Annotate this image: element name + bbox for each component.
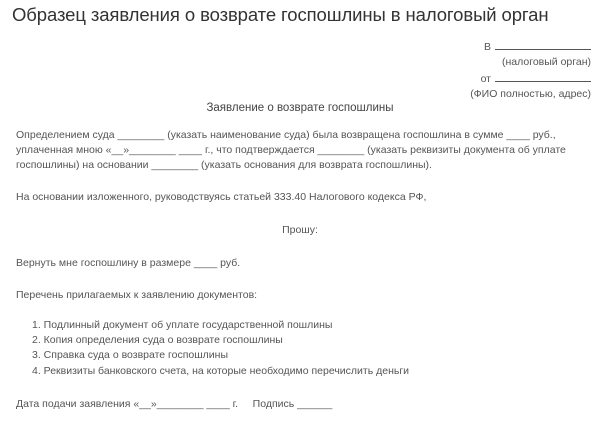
page-title: Образец заявления о возврате госпошлины в налоговый орган [12, 4, 549, 25]
paragraph-refund-amount: Вернуть мне госпошлину в размере ____ руб. [16, 257, 241, 269]
request-heading: Прошу: [282, 224, 318, 236]
list-item: 1. Подлинный документ об уплате государственной пошлины [32, 319, 333, 331]
sender-blank [495, 72, 591, 82]
list-item: 4. Реквизиты банковского счета, на которые необходимо перечислить деньги [32, 364, 410, 377]
document-heading: Заявление о возврате госпошлины [206, 102, 394, 114]
sender-line [481, 72, 591, 85]
footer-date-signature: Дата подачи заявления «__»________ ____ г. Подпись ______ [16, 398, 333, 410]
paragraph-line: госпошлины) на основании ________ (указать основания для возврата госпошлины). [16, 159, 432, 171]
attachments-intro: Перечень прилагаемых к заявлению документов: [16, 289, 258, 301]
attachments-list [32, 318, 409, 379]
recipient-line [484, 40, 591, 53]
list-item: 2. Копия определения суда о возврате госпошлины [32, 334, 283, 347]
paragraph-legal-basis: На основании изложенного, руководствуясь статьей 333.40 Налогового кодекса РФ, [16, 191, 427, 203]
list-item: 3. Справка суда о возврате госпошлины [32, 349, 229, 362]
recipient-hint: (налоговый орган) [502, 56, 591, 68]
paragraph-court-ruling [16, 128, 588, 173]
recipient-blank [495, 40, 591, 50]
sender-hint: (ФИО полностью, адрес) [470, 88, 591, 100]
sender-label: от [480, 73, 491, 85]
paragraph-line: уплаченная мною «__»________ ____ г., что подтверждается ________ (указать реквизиты документа об уплате [16, 144, 566, 156]
paragraph-line: Определением суда ________ (указать наименование суда) была возвращена госпошлина в сумме ____ руб., [16, 129, 556, 141]
recipient-label: В [483, 41, 491, 53]
